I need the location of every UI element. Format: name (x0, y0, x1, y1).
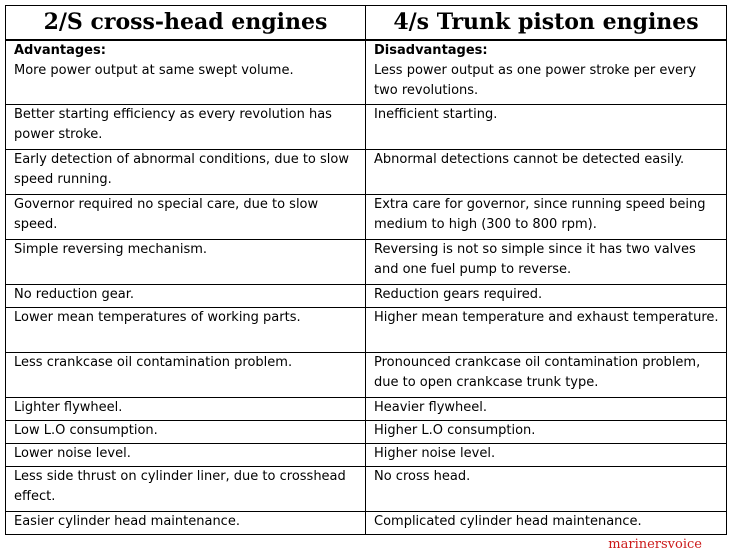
table-row (6, 284, 727, 307)
table-cell-left: Simple reversing mechanism. (6, 239, 366, 284)
table-cell-left: Lower mean temperatures of working parts. (6, 307, 366, 352)
table-cell-right: Abnormal detections cannot be detected easily. (366, 149, 727, 194)
table-cell-left: No reduction gear. (6, 284, 366, 307)
table-cell-right: Higher noise level. (366, 443, 727, 466)
table-cell-right: Reduction gears required. (366, 284, 727, 307)
table-row (6, 420, 727, 443)
table-cell-left (6, 40, 366, 104)
table-row (6, 466, 727, 511)
table-row (6, 397, 727, 420)
watermark-text: marinersvoice (608, 537, 702, 552)
table-row (6, 40, 727, 104)
table-cell-left: Easier cylinder head maintenance. (6, 511, 366, 534)
table-cell-right: Extra care for governor, since running speed being medium to high (300 to 800 rpm). (366, 194, 727, 239)
table-cell-right: Heavier flywheel. (366, 397, 727, 420)
table-row (6, 352, 727, 397)
table-row (6, 511, 727, 534)
table-cell-right: Pronounced crankcase oil contamination problem, due to open crankcase trunk type. (366, 352, 727, 397)
cell-text: More power output at same swept volume. (14, 63, 294, 78)
table-cell-left: Lighter flywheel. (6, 397, 366, 420)
table-cell-right (366, 40, 727, 104)
table-cell-left: Lower noise level. (6, 443, 366, 466)
table-cell-left: Better starting efficiency as every revolution has power stroke. (6, 104, 366, 149)
table-cell-left: Less side thrust on cylinder liner, due to crosshead effect. (6, 466, 366, 511)
table-cell-right: Reversing is not so simple since it has two valves and one fuel pump to reverse. (366, 239, 727, 284)
table-row (6, 307, 727, 352)
table-cell-right: Higher L.O consumption. (366, 420, 727, 443)
section-label-disadvantages: Disadvantages: (374, 43, 488, 58)
section-label-advantages: Advantages: (14, 43, 106, 58)
table-row (6, 239, 727, 284)
header-row (6, 6, 727, 41)
table-row (6, 104, 727, 149)
table-cell-right: Inefficient starting. (366, 104, 727, 149)
table-cell-right: Higher mean temperature and exhaust temperature. (366, 307, 727, 352)
table-cell-left: Low L.O consumption. (6, 420, 366, 443)
header-right: 4/s Trunk piston engines (366, 6, 727, 41)
table-cell-right: No cross head. (366, 466, 727, 511)
table-row (6, 443, 727, 466)
table-cell-left: Governor required no special care, due to slow speed. (6, 194, 366, 239)
table-cell-left: Early detection of abnormal conditions, due to slow speed running. (6, 149, 366, 194)
table-cell-left: Less crankcase oil contamination problem. (6, 352, 366, 397)
comparison-table (5, 5, 727, 535)
cell-text: Less power output as one power stroke per every two revolutions. (374, 63, 697, 98)
table-cell-right: Complicated cylinder head maintenance. (366, 511, 727, 534)
header-left: 2/S cross-head engines (6, 6, 366, 41)
table-row (6, 194, 727, 239)
table-row (6, 149, 727, 194)
